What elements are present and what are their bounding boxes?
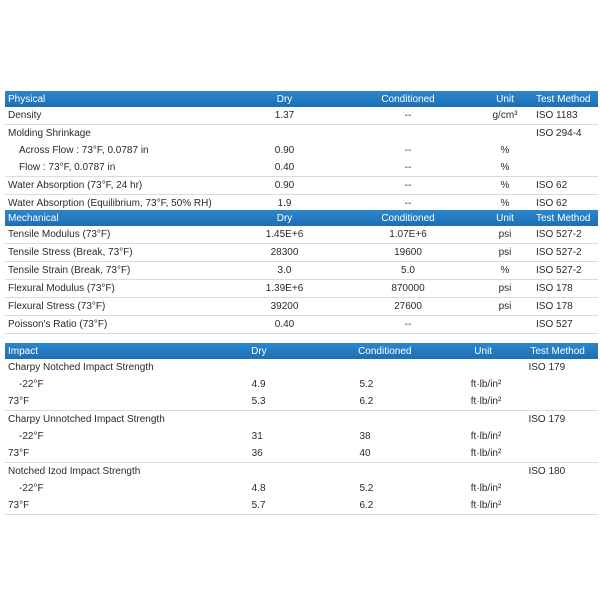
cell-conditioned: 27600 xyxy=(394,301,422,312)
cell-conditioned: -- xyxy=(404,180,412,191)
physical-section xyxy=(5,91,598,213)
cell-dry: 1.37 xyxy=(274,110,295,121)
cell-conditioned: 5.2 xyxy=(359,379,374,390)
cell-conditioned: 6.2 xyxy=(359,396,374,407)
cell-unit: psi xyxy=(498,283,512,294)
cell-unit: ft·lb/in² xyxy=(470,500,502,511)
cell-conditioned: -- xyxy=(404,319,412,330)
cell-dry: 0.40 xyxy=(274,319,295,330)
table-row xyxy=(5,159,598,177)
table-row xyxy=(5,359,598,376)
cell-property: 73°F xyxy=(8,448,30,459)
cell-property: -22°F xyxy=(19,431,44,442)
impact-section xyxy=(5,343,598,515)
cell-property: Charpy Notched Impact Strength xyxy=(8,362,154,373)
impact-rows xyxy=(5,359,598,515)
header-property: Physical xyxy=(8,93,46,105)
table-row xyxy=(5,316,598,334)
cell-test-method: ISO 62 xyxy=(536,180,568,191)
table-row xyxy=(5,280,598,298)
cell-dry: 0.90 xyxy=(274,180,295,191)
cell-property: Poisson's Ratio (73°F) xyxy=(8,319,108,330)
header-dry: Dry xyxy=(276,93,293,105)
physical-rows xyxy=(5,107,598,213)
cell-dry: 28300 xyxy=(270,247,299,258)
cell-unit: ft·lb/in² xyxy=(470,396,502,407)
cell-property: 73°F xyxy=(8,396,30,407)
cell-unit: psi xyxy=(498,229,512,240)
cell-property: Tensile Modulus (73°F) xyxy=(8,229,111,240)
cell-property: Water Absorption (Equilibrium, 73°F, 50% RH) xyxy=(8,198,212,209)
table-row xyxy=(5,445,598,463)
cell-unit: % xyxy=(500,162,510,173)
cell-conditioned: -- xyxy=(404,145,412,156)
mechanical-rows xyxy=(5,226,598,334)
cell-conditioned: 38 xyxy=(359,431,371,442)
cell-dry: 31 xyxy=(251,431,263,442)
header-property: Impact xyxy=(8,345,39,357)
cell-property: Notched Izod Impact Strength xyxy=(8,466,141,477)
cell-unit: % xyxy=(500,180,510,191)
cell-unit: psi xyxy=(498,247,512,258)
cell-unit: ft·lb/in² xyxy=(470,483,502,494)
cell-conditioned: -- xyxy=(404,198,412,209)
cell-test-method: ISO 527 xyxy=(536,319,573,330)
cell-property: Flexural Modulus (73°F) xyxy=(8,283,115,294)
cell-property: Molding Shrinkage xyxy=(8,128,91,139)
cell-dry: 36 xyxy=(251,448,263,459)
table-row xyxy=(5,411,598,428)
cell-dry: 4.8 xyxy=(251,483,266,494)
cell-dry: 1.39E+6 xyxy=(265,283,304,294)
cell-property: -22°F xyxy=(19,379,44,390)
cell-property: Tensile Strain (Break, 73°F) xyxy=(8,265,131,276)
physical-header xyxy=(5,91,598,107)
header-test-method: Test Method xyxy=(530,345,585,357)
cell-unit: % xyxy=(500,198,510,209)
cell-test-method: ISO 527-2 xyxy=(536,229,582,240)
cell-dry: 4.9 xyxy=(251,379,266,390)
cell-test-method: ISO 62 xyxy=(536,198,568,209)
table-row xyxy=(5,244,598,262)
cell-dry: 0.40 xyxy=(274,162,295,173)
mechanical-header xyxy=(5,210,598,226)
table-row xyxy=(5,463,598,480)
cell-unit: ft·lb/in² xyxy=(470,448,502,459)
table-row xyxy=(5,480,598,497)
header-dry: Dry xyxy=(276,212,293,224)
cell-test-method: ISO 294-4 xyxy=(536,128,582,139)
cell-property: Flexural Stress (73°F) xyxy=(8,301,106,312)
cell-test-method: ISO 1183 xyxy=(536,110,578,121)
table-row xyxy=(5,393,598,411)
cell-test-method: ISO 527-2 xyxy=(536,247,582,258)
cell-property: Charpy Unnotched Impact Strength xyxy=(8,414,165,425)
header-property: Mechanical xyxy=(8,212,59,224)
header-test-method: Test Method xyxy=(536,93,591,105)
cell-dry: 5.7 xyxy=(251,500,266,511)
cell-test-method: ISO 178 xyxy=(536,301,573,312)
header-dry: Dry xyxy=(251,345,267,357)
header-unit: Unit xyxy=(496,212,514,224)
cell-property: -22°F xyxy=(19,483,44,494)
cell-test-method: ISO 179 xyxy=(528,362,566,373)
cell-conditioned: 870000 xyxy=(391,283,425,294)
cell-unit: ft·lb/in² xyxy=(470,431,502,442)
cell-test-method: ISO 527-2 xyxy=(536,265,582,276)
cell-conditioned: -- xyxy=(404,110,412,121)
cell-property: Tensile Stress (Break, 73°F) xyxy=(8,247,133,258)
table-row xyxy=(5,497,598,515)
table-row xyxy=(5,428,598,445)
table-row xyxy=(5,125,598,142)
table-row xyxy=(5,226,598,244)
cell-property: Water Absorption (73°F, 24 hr) xyxy=(8,180,143,191)
cell-conditioned: 5.2 xyxy=(359,483,374,494)
cell-unit: % xyxy=(500,265,510,276)
cell-property: Across Flow : 73°F, 0.0787 in xyxy=(19,145,149,156)
cell-unit: psi xyxy=(498,301,512,312)
cell-test-method: ISO 180 xyxy=(528,466,566,477)
cell-test-method: ISO 178 xyxy=(536,283,573,294)
cell-dry: 39200 xyxy=(270,301,299,312)
cell-unit: g/cm³ xyxy=(492,110,518,121)
cell-conditioned: -- xyxy=(404,162,412,173)
mechanical-section xyxy=(5,210,598,334)
header-unit: Unit xyxy=(496,93,514,105)
cell-conditioned: 5.0 xyxy=(401,265,415,276)
cell-unit: % xyxy=(500,145,510,156)
header-conditioned: Conditioned xyxy=(358,345,412,357)
cell-dry: 3.0 xyxy=(277,265,292,276)
cell-dry: 1.45E+6 xyxy=(265,229,304,240)
table-row xyxy=(5,107,598,125)
cell-conditioned: 1.07E+6 xyxy=(389,229,427,240)
table-row xyxy=(5,262,598,280)
cell-conditioned: 6.2 xyxy=(359,500,374,511)
table-row xyxy=(5,142,598,159)
cell-unit: ft·lb/in² xyxy=(470,379,502,390)
header-conditioned: Conditioned xyxy=(381,93,435,105)
table-row xyxy=(5,177,598,195)
cell-property: 73°F xyxy=(8,500,30,511)
cell-dry: 1.9 xyxy=(277,198,292,209)
cell-conditioned: 19600 xyxy=(394,247,422,258)
cell-conditioned: 40 xyxy=(359,448,371,459)
cell-dry: 5.3 xyxy=(251,396,266,407)
header-unit: Unit xyxy=(474,345,493,357)
cell-test-method: ISO 179 xyxy=(528,414,566,425)
impact-header xyxy=(5,343,598,359)
cell-property: Density xyxy=(8,110,42,121)
cell-property: Flow : 73°F, 0.0787 in xyxy=(19,162,116,173)
table-row xyxy=(5,298,598,316)
header-test-method: Test Method xyxy=(536,212,591,224)
cell-dry: 0.90 xyxy=(274,145,295,156)
header-conditioned: Conditioned xyxy=(381,212,435,224)
table-row xyxy=(5,376,598,393)
